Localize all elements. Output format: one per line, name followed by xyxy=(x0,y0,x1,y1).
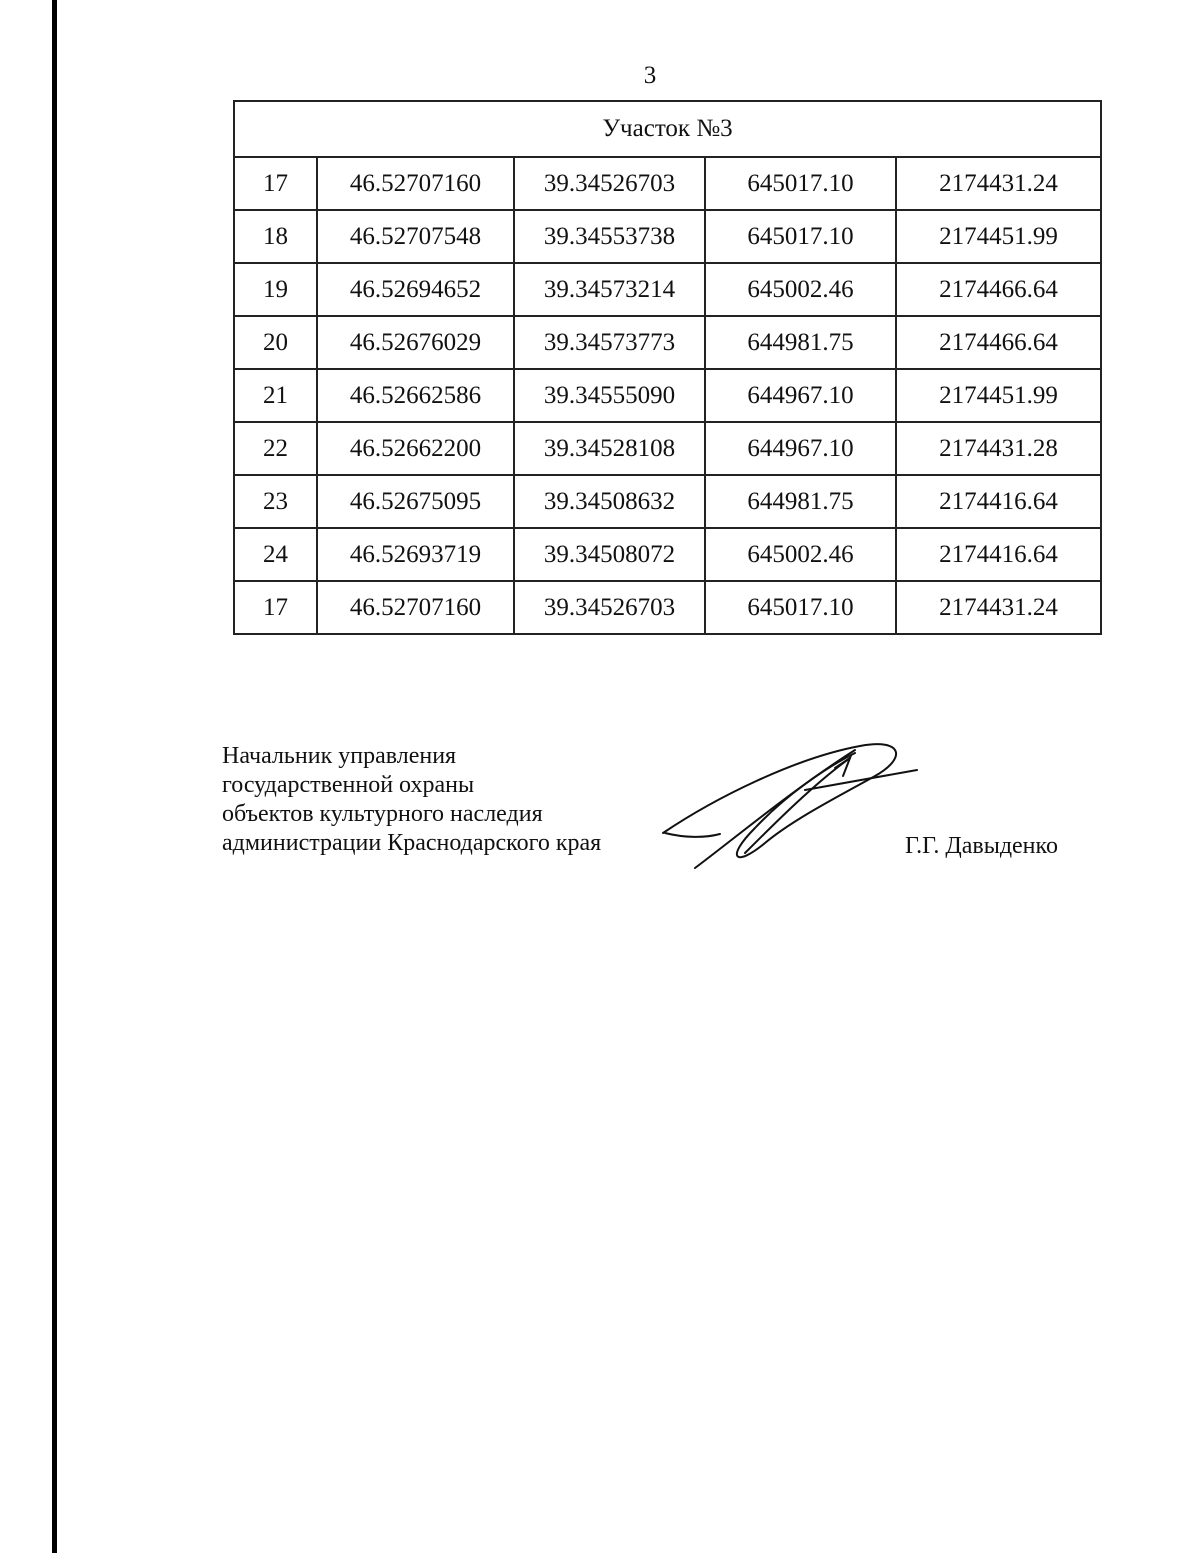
y-coordinate-cell: 2174466.64 xyxy=(896,316,1101,369)
point-number-cell: 19 xyxy=(234,263,317,316)
point-number-cell: 20 xyxy=(234,316,317,369)
signatory-line: объектов культурного наследия xyxy=(222,801,543,827)
table-row xyxy=(234,422,1101,475)
section-title-row xyxy=(234,101,1101,157)
table-row xyxy=(234,316,1101,369)
y-coordinate-cell: 2174431.24 xyxy=(896,157,1101,210)
signer-name: Г.Г. Давыденко xyxy=(905,833,1058,859)
longitude-cell: 39.34528108 xyxy=(514,422,705,475)
latitude-cell: 46.52693719 xyxy=(317,528,514,581)
handwritten-signature xyxy=(655,728,925,878)
section-title: Участок №3 xyxy=(234,101,1101,157)
longitude-cell: 39.34526703 xyxy=(514,157,705,210)
x-coordinate-cell: 644981.75 xyxy=(705,475,896,528)
y-coordinate-cell: 2174431.24 xyxy=(896,581,1101,634)
x-coordinate-cell: 644981.75 xyxy=(705,316,896,369)
point-number-cell: 23 xyxy=(234,475,317,528)
y-coordinate-cell: 2174431.28 xyxy=(896,422,1101,475)
x-coordinate-cell: 645002.46 xyxy=(705,263,896,316)
point-number-cell: 17 xyxy=(234,581,317,634)
table-row xyxy=(234,210,1101,263)
latitude-cell: 46.52662586 xyxy=(317,369,514,422)
signatory-line: Начальник управления xyxy=(222,743,457,769)
scan-edge-border xyxy=(52,0,57,1553)
point-number-cell: 24 xyxy=(234,528,317,581)
y-coordinate-cell: 2174416.64 xyxy=(896,528,1101,581)
coordinates-table-body xyxy=(234,101,1101,634)
longitude-cell: 39.34573214 xyxy=(514,263,705,316)
y-coordinate-cell: 2174466.64 xyxy=(896,263,1101,316)
longitude-cell: 39.34553738 xyxy=(514,210,705,263)
signatory-position xyxy=(222,742,601,858)
x-coordinate-cell: 645017.10 xyxy=(705,581,896,634)
point-number-cell: 17 xyxy=(234,157,317,210)
longitude-cell: 39.34508072 xyxy=(514,528,705,581)
longitude-cell: 39.34573773 xyxy=(514,316,705,369)
table-row xyxy=(234,369,1101,422)
latitude-cell: 46.52707548 xyxy=(317,210,514,263)
signatory-line: администрации Краснодарского края xyxy=(222,830,602,856)
x-coordinate-cell: 645017.10 xyxy=(705,210,896,263)
latitude-cell: 46.52662200 xyxy=(317,422,514,475)
latitude-cell: 46.52707160 xyxy=(317,581,514,634)
table-row xyxy=(234,475,1101,528)
point-number-cell: 22 xyxy=(234,422,317,475)
latitude-cell: 46.52707160 xyxy=(317,157,514,210)
longitude-cell: 39.34508632 xyxy=(514,475,705,528)
x-coordinate-cell: 645002.46 xyxy=(705,528,896,581)
longitude-cell: 39.34555090 xyxy=(514,369,705,422)
point-number-cell: 21 xyxy=(234,369,317,422)
page-number: 3 xyxy=(643,62,657,89)
coordinates-table xyxy=(233,100,1102,635)
table-row xyxy=(234,528,1101,581)
table-row xyxy=(234,581,1101,634)
x-coordinate-cell: 644967.10 xyxy=(705,369,896,422)
point-number-cell: 18 xyxy=(234,210,317,263)
signatory-line: государственной охраны xyxy=(222,772,475,798)
longitude-cell: 39.34526703 xyxy=(514,581,705,634)
latitude-cell: 46.52694652 xyxy=(317,263,514,316)
table-row xyxy=(234,263,1101,316)
x-coordinate-cell: 644967.10 xyxy=(705,422,896,475)
latitude-cell: 46.52675095 xyxy=(317,475,514,528)
table-row xyxy=(234,157,1101,210)
y-coordinate-cell: 2174416.64 xyxy=(896,475,1101,528)
latitude-cell: 46.52676029 xyxy=(317,316,514,369)
y-coordinate-cell: 2174451.99 xyxy=(896,210,1101,263)
y-coordinate-cell: 2174451.99 xyxy=(896,369,1101,422)
x-coordinate-cell: 645017.10 xyxy=(705,157,896,210)
